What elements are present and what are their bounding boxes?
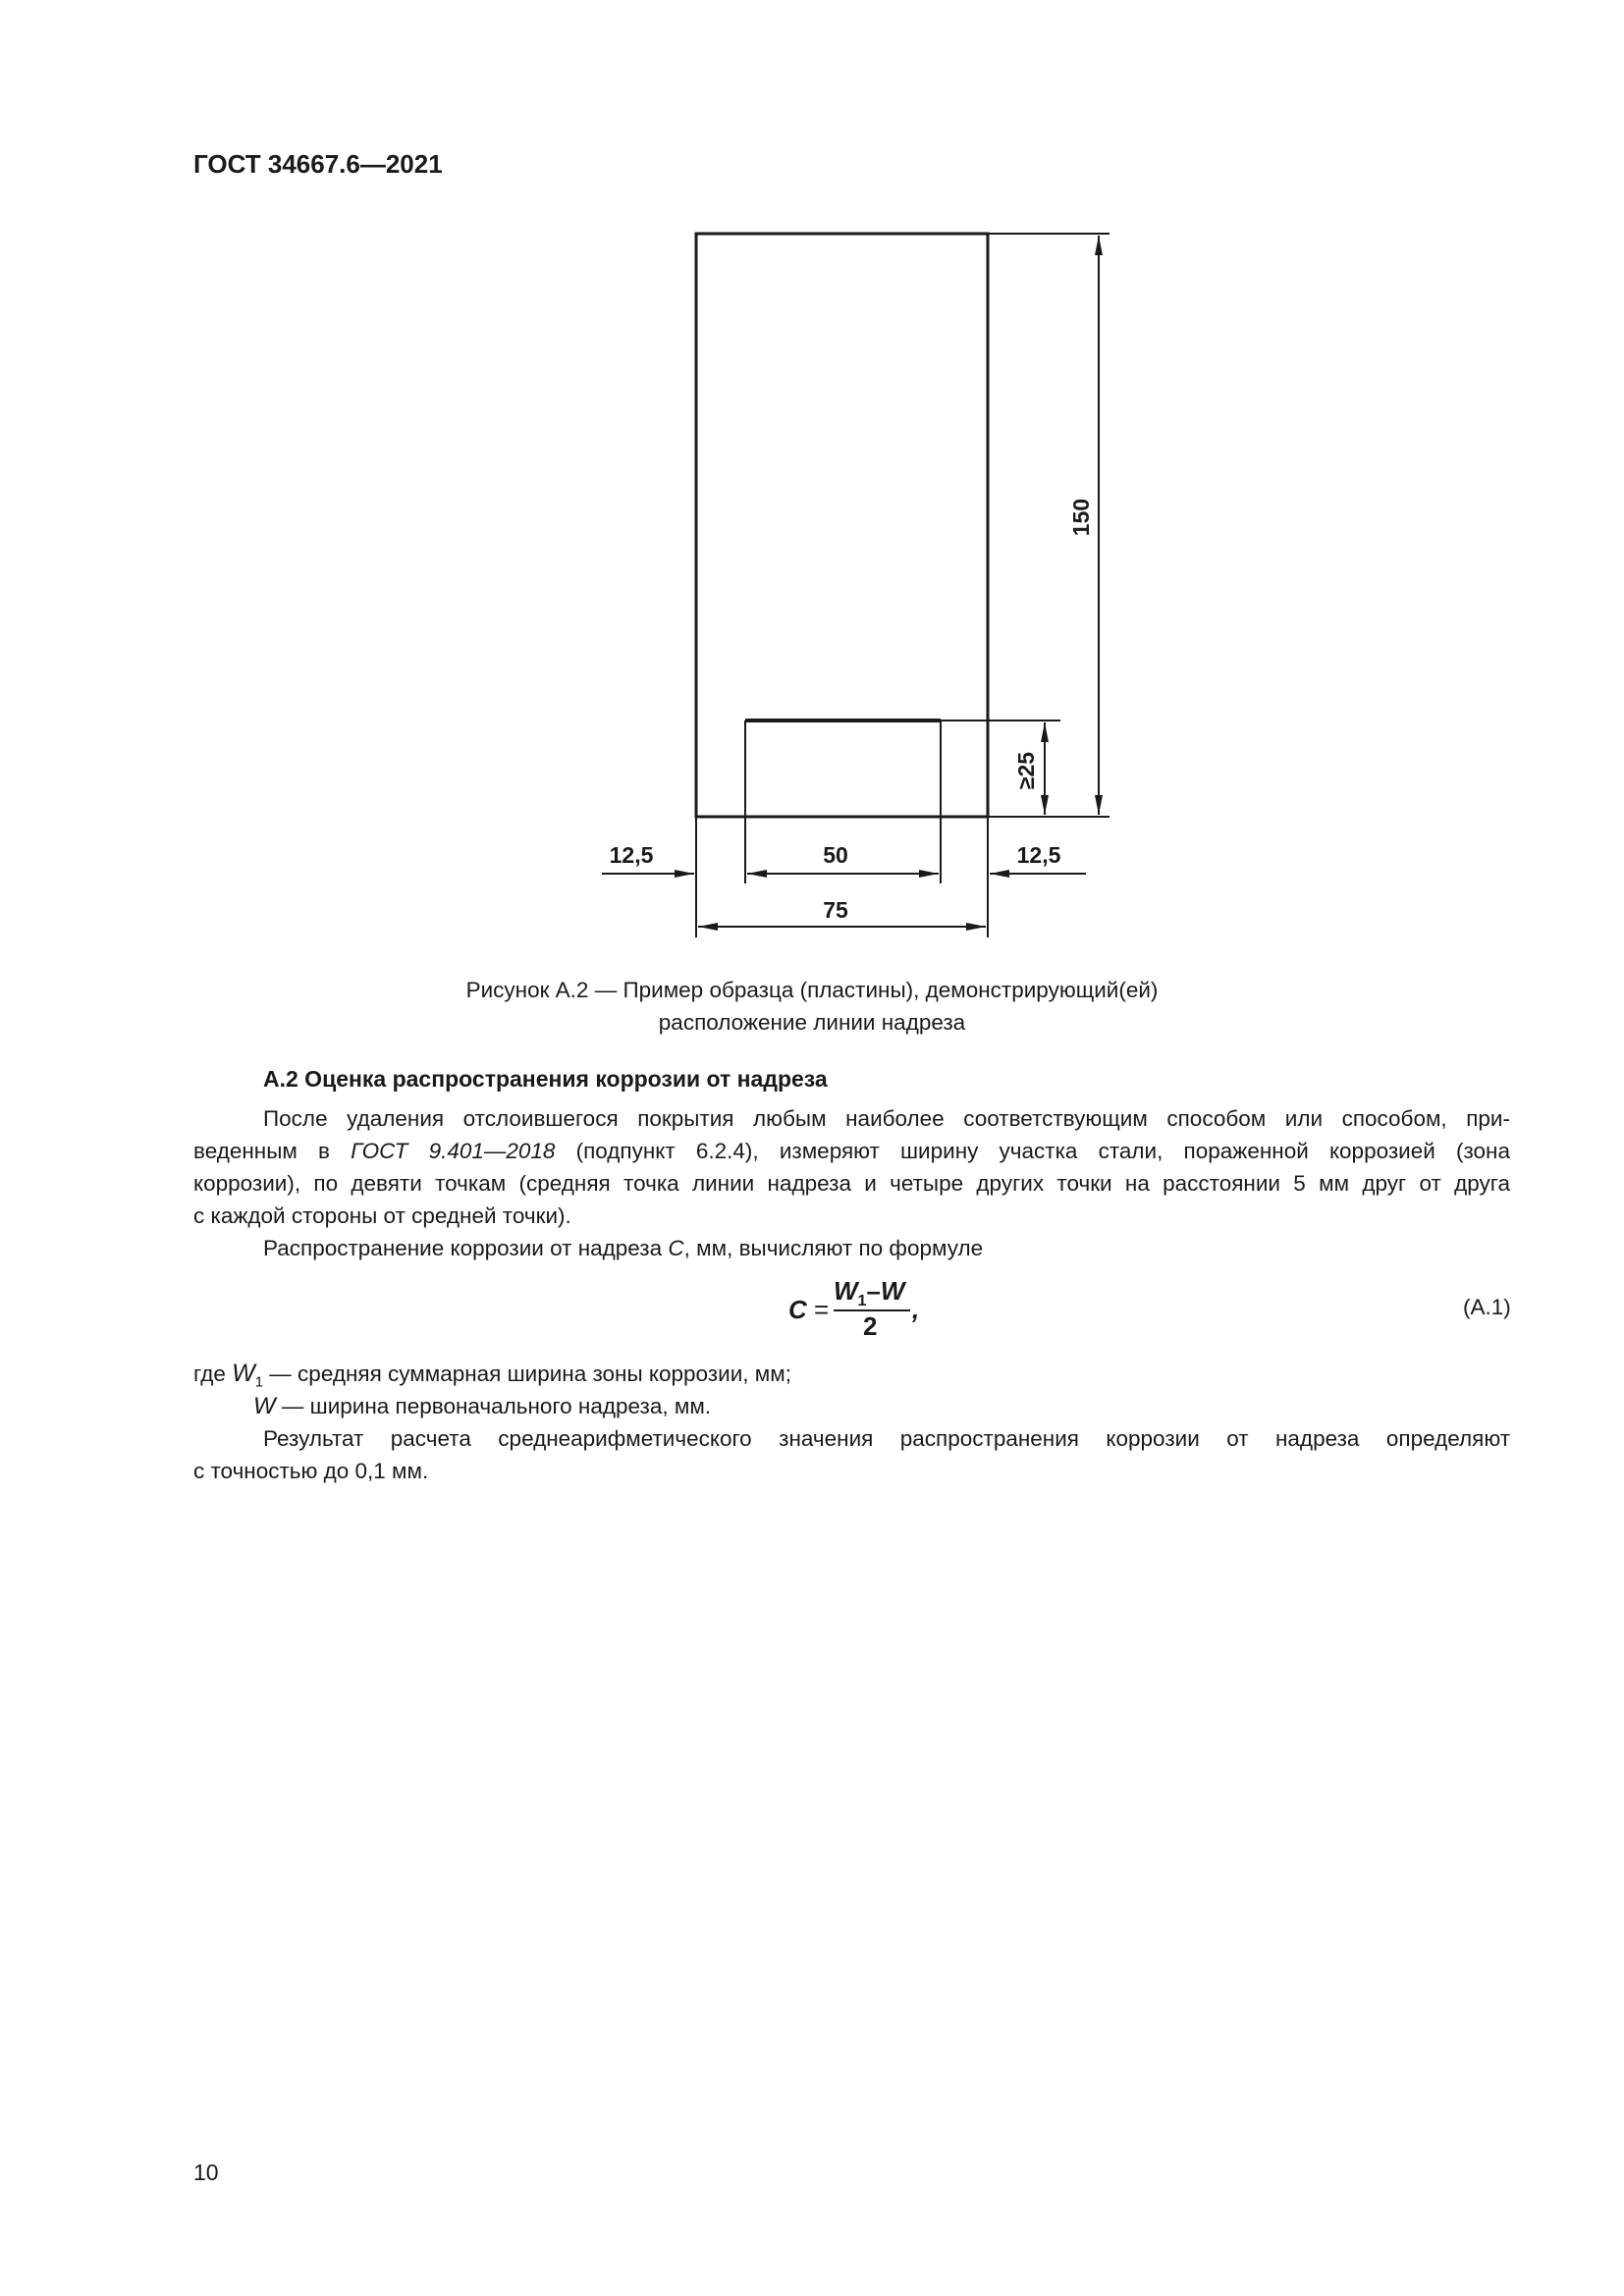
formula-number: (А.1) (1463, 1295, 1511, 1319)
paragraph-3 (193, 1422, 1510, 1487)
paragraph-3-line-2: с точностью до 0,1 мм. (193, 1459, 429, 1483)
where-line-1: где $W_1$ — средняя суммарная ширина зоны коррозии, мм; (193, 1360, 791, 1391)
dim-label-margin-left: 12,5 (609, 842, 654, 868)
standard-reference: ГОСТ 9.401—2018 (351, 1139, 556, 1163)
paragraph-1-line-2: веденным в ГОСТ 9.401—2018 (подпункт 6.2.4), измеряют ширину участка стали, пораженной коррозией (зона (193, 1139, 1510, 1163)
dim-label-width: 75 (823, 897, 848, 923)
formula-a1 (781, 1276, 957, 1341)
paragraph-3-line-1: Результат расчета среднеарифметического значения распространения коррозии от надреза определяют (263, 1426, 1510, 1451)
dim-label-notch-distance: ≥25 (1013, 751, 1039, 790)
formula-equals: = (814, 1295, 830, 1324)
where-line-2: W — ширина первоначального надреза, мм. (253, 1393, 712, 1419)
dim-label-height: 150 (1068, 498, 1094, 537)
paragraph-1 (193, 1102, 1510, 1264)
formula-comma: , (912, 1295, 920, 1324)
formula-denominator: 2 (863, 1311, 878, 1341)
dim-label-notch-length: 50 (823, 842, 848, 868)
document-header: ГОСТ 34667.6—2021 (193, 149, 443, 179)
caption-line-1: Рисунок А.2 — Пример образца (пластины), демонстрирующий(ей) (465, 978, 1159, 1002)
formula-lhs: C (788, 1295, 807, 1324)
paragraph-1-line-3: коррозии), по девяти точкам (средняя точка линии надреза и четыре других точки на расстоянии 5 мм друг от друга (193, 1171, 1510, 1196)
paragraph-1-line-4: с каждой стороны от средней точки). (193, 1203, 571, 1228)
dim-label-margin-right: 12,5 (1016, 842, 1061, 868)
specimen-figure (0, 0, 1624, 982)
paragraph-1-line-1: После удаления отслоившегося покрытия любым наиболее соответствующим способом или способом, при- (263, 1106, 1510, 1131)
caption-line-2: расположение линии надреза (658, 1010, 966, 1035)
page-number: 10 (193, 2160, 219, 2185)
formula-numerator: $W_1-W$ (834, 1276, 905, 1310)
paragraph-2: Распространение коррозии от надреза C, мм, вычисляют по формуле (263, 1236, 984, 1260)
section-title: А.2 Оценка распространения коррозии от надреза (263, 1066, 828, 1092)
figure-caption (295, 974, 1329, 1039)
specimen-plate (696, 234, 988, 817)
